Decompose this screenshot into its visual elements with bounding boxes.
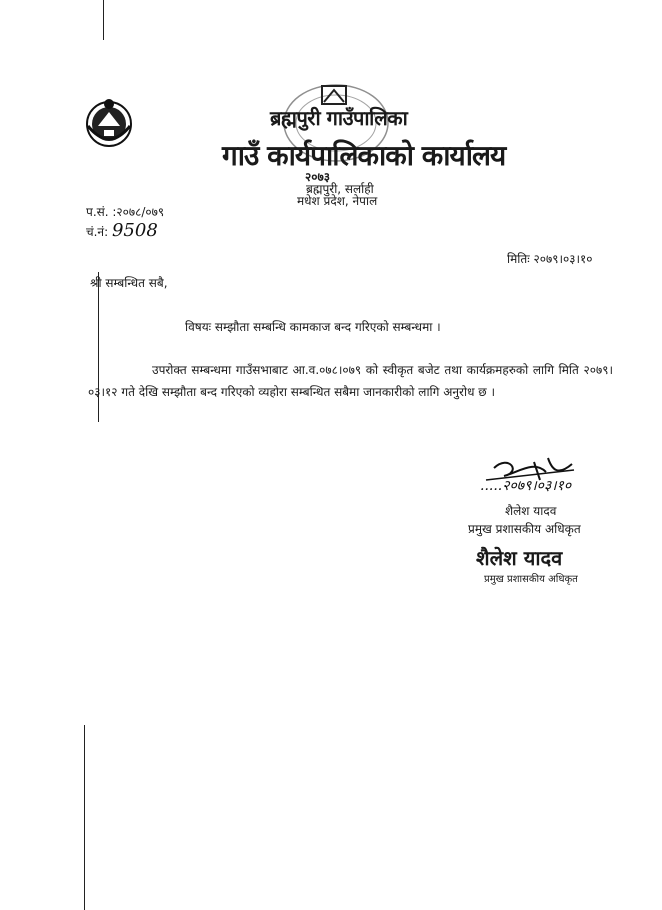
seal-number: २०७३	[305, 170, 330, 184]
ref-label: प.सं. :	[86, 205, 117, 219]
scan-line-bottom	[84, 725, 85, 910]
address-line-1: ब्रह्मपुरी, सर्लाही	[306, 182, 374, 196]
letter-body: उपरोक्त सम्बन्धमा गाउँसभाबाट आ.व.०७८।०७९ को स्वीकृत बजेट तथा कार्यक्रमहरुको लागि मिति २०७९।०३।१२ गते देखि सम्झौता बन्द गरिएको व्यहोरा सम्बन्धित सबैमा जानकारीको लागि अनुरोध छ ।	[88, 363, 613, 399]
dispatch-value: 9508	[111, 220, 158, 241]
scan-line-top	[103, 0, 104, 40]
stamp-name: शैलेश यादव	[476, 546, 563, 570]
signature-date: .....२०७९।०३।१०	[480, 478, 572, 494]
reference-number	[86, 203, 164, 220]
date-label: मितिः	[507, 252, 530, 266]
signatory-name: शैलेश यादव	[505, 504, 557, 518]
recipient: श्री सम्बन्धित सबै,	[90, 276, 168, 290]
nepal-emblem-icon	[80, 92, 138, 150]
dispatch-label: चं.नं:	[86, 225, 109, 239]
dispatch-number	[86, 220, 158, 241]
letter-date	[507, 250, 593, 267]
stamp-designation: प्रमुख प्रशासकीय अधिकृत	[484, 574, 578, 585]
office-title: गाउँ कार्यपालिकाको कार्यालय	[222, 139, 506, 172]
signatory-designation: प्रमुख प्रशासकीय अधिकृत	[468, 522, 581, 536]
municipality-name: ब्रह्मपुरी गाउँपालिका	[270, 106, 408, 130]
ref-value: २०७८/०७९	[116, 205, 165, 219]
subject-line: विषयः सम्झौता सम्बन्धि कामकाज बन्द गरिएको सम्बन्धमा ।	[185, 320, 441, 334]
address-line-2: मधेश प्रदेश, नेपाल	[297, 194, 378, 208]
date-value: २०७९।०३।१०	[533, 252, 593, 266]
